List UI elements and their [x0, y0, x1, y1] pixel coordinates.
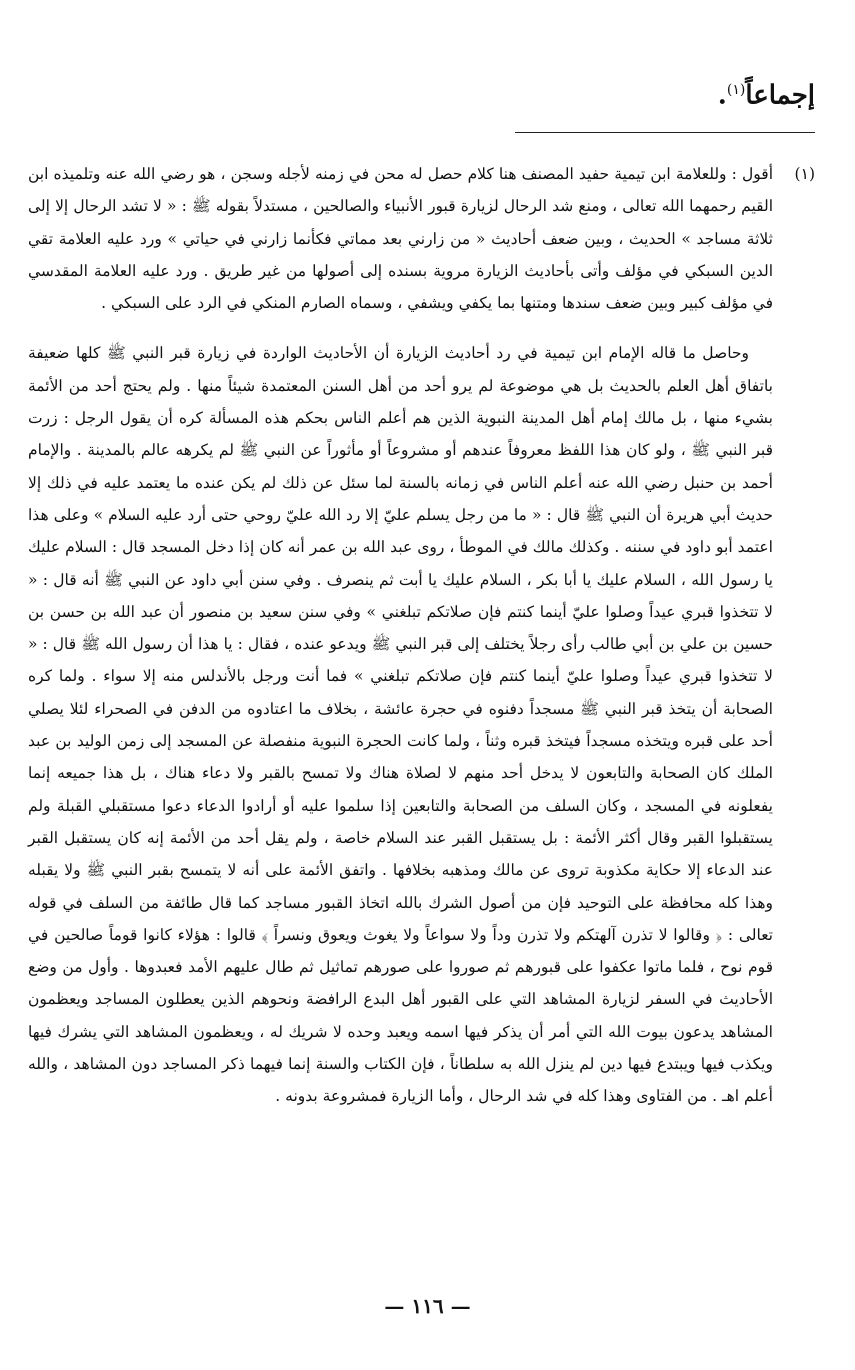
page-number: — ١١٦ —: [384, 1294, 471, 1318]
heading-end: .: [717, 80, 727, 111]
section-heading: [718, 70, 815, 116]
footnote-reference: (١): [726, 82, 746, 98]
footnote-separator: [515, 132, 815, 133]
footnote-paragraph-1: أقول : وللعلامة ابن تيمية حفيد المصنف هنا كلام حصل له محن في زمنه لأجله وسجن ، هو رضي الله عنه وتلميذه ابن القيم رحمهما الله تعالى ، ومنع شد الرحال لزيارة قبور الأنبياء والصالحين ، مستدلاً بقوله ﷺ : « لا تشد الرحال إلا إلى ثلاثة مساجد » الحديث ، وبين ضعف أحاديث « من زارني بعد مماتي فكأنما زارني في حياتي » ورد عليه العلامة تقي الدين السبكي في مؤلف وأتى بأحاديث الزيارة مروية بسنده إلى أصولها من غير طريق . ورد عليه العلامة المقدسي في مؤلف كبير وبين ضعف سندها ومتنها بما يكفي ويشفي ، وسماه الصارم المنكي في الرد على السبكي .: [28, 165, 773, 313]
footnote-number: (١): [794, 165, 815, 183]
heading-text: إجماعاً: [745, 80, 815, 111]
page-number-value: ١١٦: [411, 1294, 444, 1318]
footnote-paragraph-2: وحاصل ما قاله الإمام ابن تيمية في رد أحاديث الزيارة أن الأحاديث الواردة في زيارة قبر النبي ﷺ كلها ضعيفة باتفاق أهل العلم بالحديث بل هي موضوعة لم يرو أحد من أهل السنن المعتمدة شيئاً منها . ولم يحتج أحد من الأئمة بشيء منها ، بل مالك إمام أهل المدينة النبوية الذين هم أعلم الناس بحكم هذه المسألة كره أن يقول الرجل : زرت قبر النبي ﷺ ، ولو كان هذا اللفظ معروفاً عندهم أو مشروعاً أو مأثوراً عن النبي ﷺ لم يكرهه عالم بالمدينة . والإمام أحمد بن حنبل رضي الله عنه أعلم الناس في زمانه بالسنة لما سئل عن ذلك لم يكن عنده ما يعتمد عليه في ذلك إلا حديث أبي هريرة أن النبي ﷺ قال : « ما من رجل يسلم عليّ إلا رد الله عليّ روحي حتى أرد عليه السلام » وعلى هذا اعتمد أبو داود في سننه . وكذلك مالك في الموطأ ، روى عبد الله بن عمر أنه كان إذا دخل المسجد قال : السلام عليك يا رسول الله ، السلام عليك يا أبا بكر ، السلام عليك يا أبت ثم ينصرف . وفي سنن أبي داود عن النبي ﷺ أنه قال : « لا تتخذوا قبري عيداً وصلوا عليّ أينما كنتم فإن صلاتكم تبلغني » وفي سنن سعيد بن منصور أن عبد الله بن حسن بن حسين بن علي بن أبي طالب رأى رجلاً يختلف إلى قبر النبي ﷺ ويدعو عنده ، فقال : يا هذا أن رسول الله ﷺ قال : « لا تتخذوا قبري عيداً وصلوا عليّ أينما كنتم فإن صلاتكم تبلغني » فما أنت ورجل بالأندلس منه إلا سواء . ولما كره الصحابة أن يتخذ قبر النبي ﷺ مسجداً دفنوه في حجرة عائشة ، بخلاف ما اعتادوه من الدفن في الصحراء لئلا يصلي أحد على قبره ويتخذه مسجداً فيتخذ قبره وثناً ، ولما كانت الحجرة النبوية منفصلة عن المسجد إلى زمن الوليد بن عبد الملك كان الصحابة والتابعون لا يدخل أحد منهم لا لصلاة هناك ولا تمسح بالقبر ولا دعاء هناك ، بل هذا جميعه إنما يفعلونه في المسجد ، وكان السلف من الصحابة والتابعين إذا سلموا عليه أو أرادوا الدعاء دعوا مستقبلي القبلة ولم يستقبلوا القبر وقال أكثر الأئمة : بل يستقبل القبر عند السلام خاصة ، ولم يقل أحد من الأئمة إنه كان يستقبل القبر عند الدعاء إلا حكاية مكذوبة تروى عن مالك ومذهبه بخلافها . واتفق الأئمة على أنه لا يتمسح بقبر النبي ﷺ ولا يقبله وهذا كله محافظة على التوحيد فإن من أصول الشرك بالله اتخاذ القبور مساجد كما قال طائفة من السلف في قوله تعالى : ﴿ وقالوا لا تذرن آلهتكم ولا تذرن وداً ولا سواعاً ولا يغوث ويعوق ونسراً ﴾ قالوا : هؤلاء كانوا قوماً صالحين في قوم نوح ، فلما ماتوا عكفوا على قبورهم ثم صوروا على صورهم تماثيل ثم طال عليهم الأمد فعبدوها . وأول من وضع الأحاديث في السفر لزيارة المشاهد التي على القبور أهل البدع الرافضة ونحوهم الذين يعطلون المساجد ويعظمون المشاهد يدعون بيوت الله التي أمر أن يذكر فيها اسمه ويعبد وحده لا شريك له ، ويعظمون المشاهد التي يشرك فيها ويكذب فيها ويبتدع فيها دين لم ينزل الله به سلطاناً ، فإن الكتاب والسنة إنما فيهما ذكر المساجد دون المشاهد ، والله أعلم اهـ . من الفتاوى وهذا كله في شد الرحال ، وأما الزيارة فمشروعة بدونه .: [28, 344, 773, 1106]
footnote-body: [28, 158, 773, 1113]
